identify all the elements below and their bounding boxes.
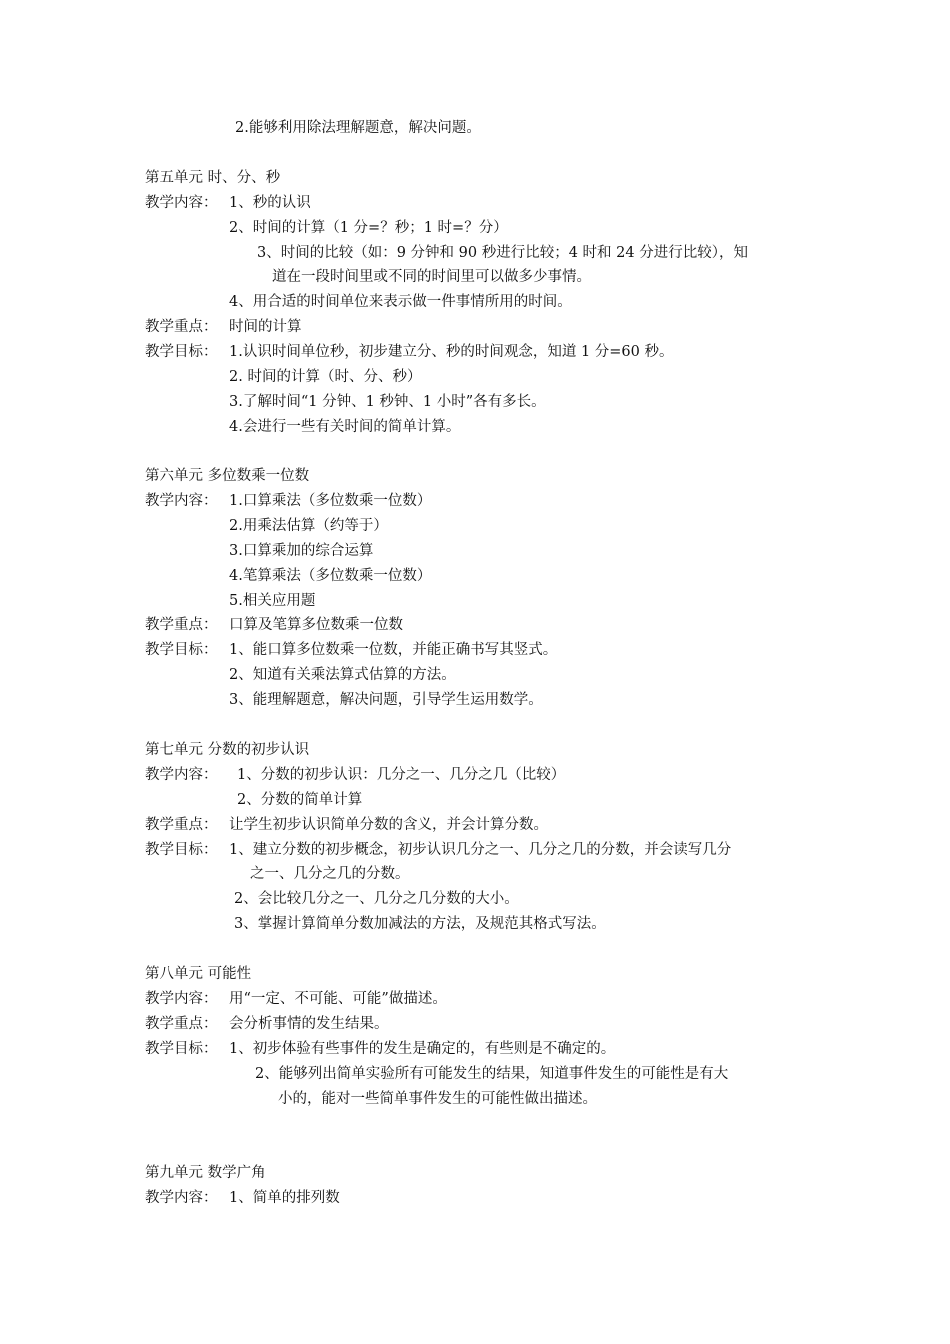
unit8-goal-1: 1、初步体验有些事件的发生是确定的，有些则是不确定的。 — [229, 1041, 616, 1057]
unit8-title: 第八单元 可能性 — [145, 966, 252, 982]
unit7-goal-1-cont: 之一、几分之几的分数。 — [250, 866, 410, 882]
unit5-title: 第五单元 时、分、秒 — [145, 170, 281, 186]
unit5-content-2: 2、时间的计算（1 分=？秒；1 时=？分） — [229, 220, 508, 236]
unit6-goal-label: 教学目标： — [145, 642, 218, 658]
unit5-goal-1: 1.认识时间单位秒，初步建立分、秒的时间观念，知道 1 分=60 秒。 — [229, 344, 674, 360]
unit6-key-label: 教学重点： — [145, 617, 218, 633]
unit5-content-3-cont: 道在一段时间里或不同的时间里可以做多少事情。 — [272, 269, 591, 285]
unit5-key-label: 教学重点： — [145, 319, 218, 335]
unit8-goal-label: 教学目标： — [145, 1041, 218, 1057]
intro-line: 2.能够利用除法理解题意，解决问题。 — [235, 120, 481, 136]
unit8-key: 会分析事情的发生结果。 — [229, 1016, 389, 1032]
unit5-content-label: 教学内容： — [145, 195, 218, 211]
unit5-key: 时间的计算 — [229, 319, 302, 335]
unit6-content-4: 4.笔算乘法（多位数乘一位数） — [229, 568, 432, 584]
unit8-content: 用“一定、不可能、可能”做描述。 — [229, 991, 447, 1007]
unit6-goal-2: 2、知道有关乘法算式估算的方法。 — [229, 667, 456, 683]
unit6-content-2: 2.用乘法估算（约等于） — [229, 518, 388, 534]
unit7-goal-3: 3、掌握计算简单分数加减法的方法，及规范其格式写法。 — [234, 916, 606, 932]
unit6-goal-1: 1、能口算多位数乘一位数，并能正确书写其竖式。 — [229, 642, 558, 658]
unit5-content-1: 1、秒的认识 — [229, 195, 311, 211]
unit5-goal-4: 4.会进行一些有关时间的简单计算。 — [229, 419, 461, 435]
unit7-key: 让学生初步认识简单分数的含义，并会计算分数。 — [229, 817, 548, 833]
unit7-goal-1: 1、建立分数的初步概念，初步认识几分之一、几分之几的分数，并会读写几分 — [229, 842, 732, 858]
unit9-content-label: 教学内容： — [145, 1190, 218, 1206]
unit9-content-1: 1、简单的排列数 — [229, 1190, 340, 1206]
unit6-content-1: 1.口算乘法（多位数乘一位数） — [229, 493, 432, 509]
unit8-content-label: 教学内容： — [145, 991, 218, 1007]
unit7-title: 第七单元 分数的初步认识 — [145, 742, 310, 758]
unit8-key-label: 教学重点： — [145, 1016, 218, 1032]
unit7-content-label: 教学内容： — [145, 767, 218, 783]
unit6-goal-3: 3、能理解题意，解决问题，引导学生运用数学。 — [229, 692, 543, 708]
unit6-content-label: 教学内容： — [145, 493, 218, 509]
unit6-title: 第六单元 多位数乘一位数 — [145, 468, 310, 484]
unit8-goal-2-cont: 小的，能对一些简单事件发生的可能性做出描述。 — [278, 1091, 597, 1107]
unit8-goal-2: 2、能够列出简单实验所有可能发生的结果，知道事件发生的可能性是有大 — [255, 1066, 729, 1082]
unit9-title: 第九单元 数学广角 — [145, 1165, 266, 1181]
unit5-content-4: 4、用合适的时间单位来表示做一件事情所用的时间。 — [229, 294, 572, 310]
unit6-key: 口算及笔算多位数乘一位数 — [229, 617, 403, 633]
unit7-goal-label: 教学目标： — [145, 842, 218, 858]
unit7-content-1: 1、分数的初步认识：几分之一、几分之几（比较） — [237, 767, 566, 783]
unit5-content-3: 3、时间的比较（如：9 分钟和 90 秒进行比较；4 时和 24 分进行比较），知 — [257, 245, 748, 261]
unit7-key-label: 教学重点： — [145, 817, 218, 833]
unit5-goal-3: 3.了解时间“1 分钟、1 秒钟、1 小时”各有多长。 — [229, 394, 546, 410]
unit7-content-2: 2、分数的简单计算 — [237, 792, 363, 808]
unit7-goal-2: 2、会比较几分之一、几分之几分数的大小。 — [234, 891, 519, 907]
unit6-content-5: 5.相关应用题 — [229, 593, 316, 609]
unit5-goal-2: 2. 时间的计算（时、分、秒） — [229, 369, 422, 385]
unit6-content-3: 3.口算乘加的综合运算 — [229, 543, 374, 559]
unit5-goal-label: 教学目标： — [145, 344, 218, 360]
